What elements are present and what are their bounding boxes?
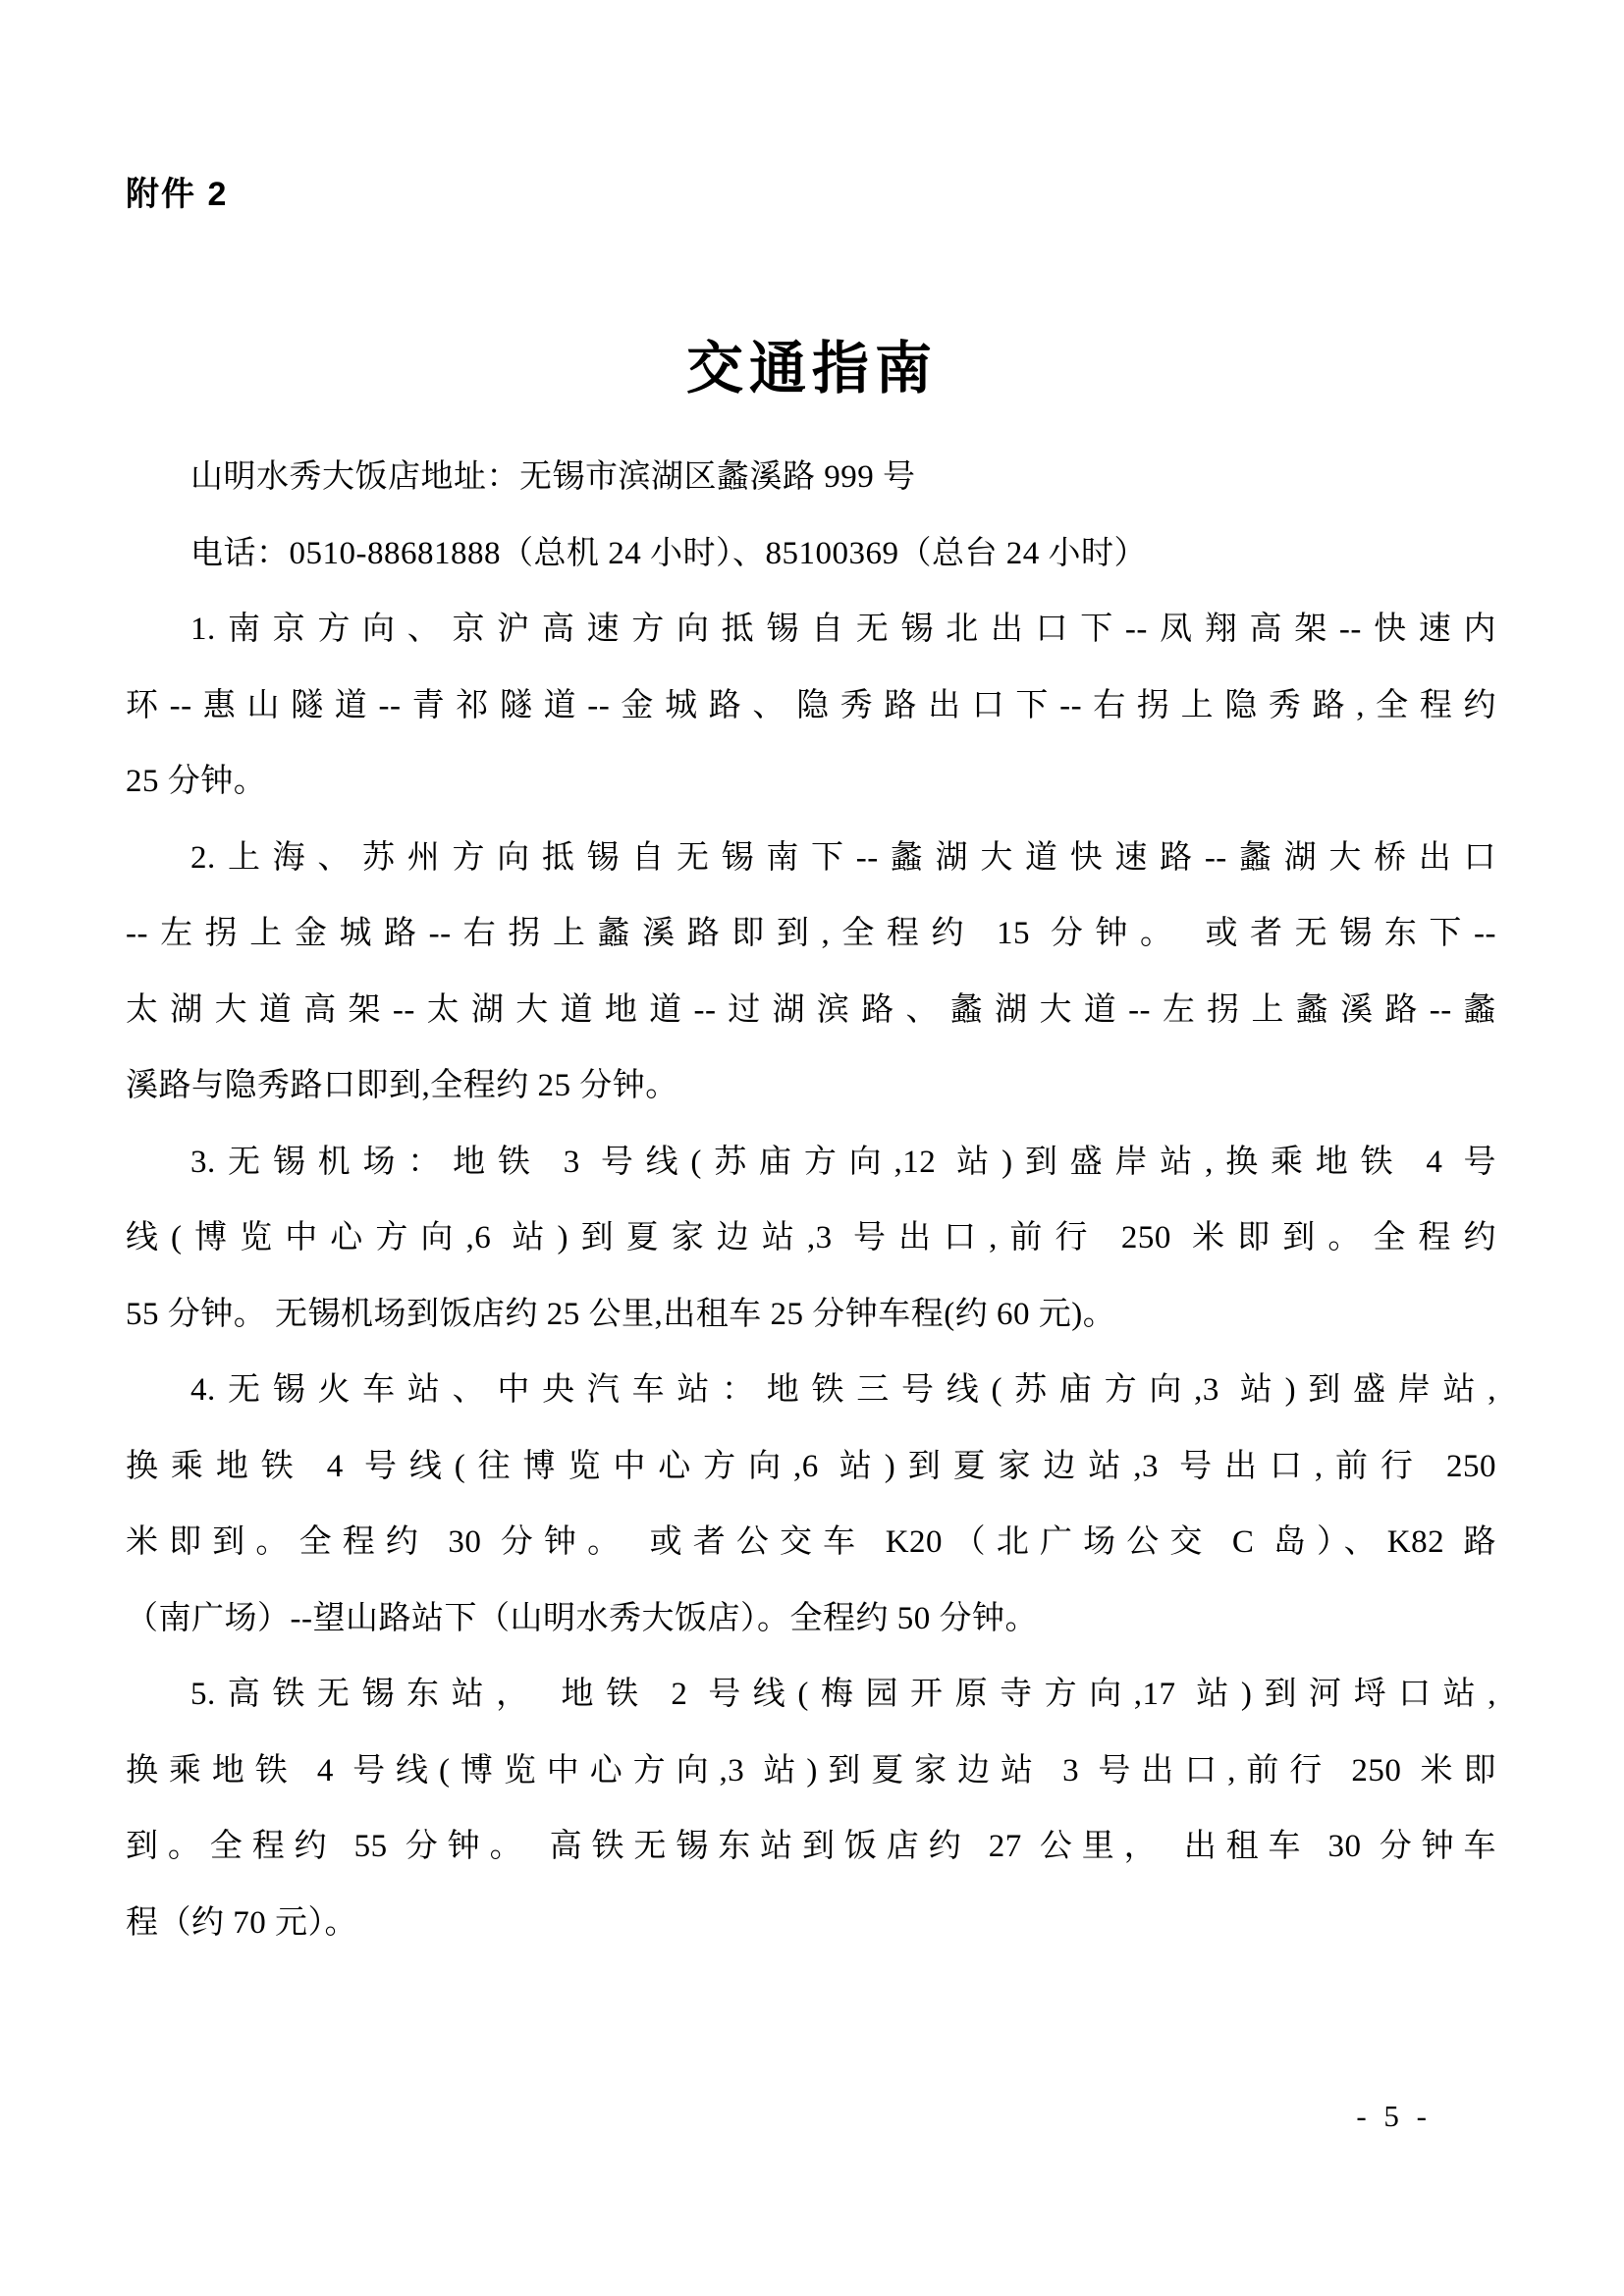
- page-number: - 5 -: [1356, 2099, 1432, 2133]
- document-body: [126, 440, 1496, 1961]
- body-line: 换乘地铁 4 号线(往博览中心方向,6 站)到夏家边站,3 号出口,前行 250: [126, 1448, 1496, 1484]
- body-line: --左拐上金城路--右拐上蠡溪路即到,全程约 15 分钟。 或者无锡东下--: [126, 916, 1496, 951]
- body-line: 1.南京方向、京沪高速方向抵锡自无锡北出口下--凤翔高架--快速内: [190, 612, 1496, 647]
- body-line: 线(博览中心方向,6 站)到夏家边站,3 号出口,前行 250 米即到。全程约: [126, 1220, 1496, 1255]
- body-line: 环--惠山隧道--青祁隧道--金城路、隐秀路出口下--右拐上隐秀路,全程约: [126, 687, 1496, 723]
- body-line: 5.高铁无锡东站， 地铁 2 号线(梅园开原寺方向,17 站)到河埒口站,: [190, 1677, 1496, 1712]
- body-line: 4.无锡火车站、中央汽车站：地铁三号线(苏庙方向,3 站)到盛岸站,: [190, 1372, 1496, 1408]
- body-line: 电话：0510-88681888（总机 24 小时）、85100369（总台 24 小时）: [190, 535, 1147, 571]
- body-line: （南广场）--望山路站下（山明水秀大饭店）。全程约 50 分钟。: [126, 1600, 1038, 1636]
- attachment-label: 附件 2: [126, 176, 229, 213]
- body-line: 太湖大道高架--太湖大道地道--过湖滨路、蠡湖大道--左拐上蠡溪路--蠡: [126, 991, 1496, 1028]
- body-line: 米即到。全程约 30 分钟。 或者公交车 K20（北广场公交 C 岛）、K82 路: [126, 1524, 1496, 1560]
- body-line: 55 分钟。 无锡机场到饭店约 25 公里,出租车 25 分钟车程(约 60 元)。: [126, 1296, 1116, 1332]
- document-title: 交通指南: [685, 337, 938, 400]
- body-line: 山明水秀大饭店地址：无锡市滨湖区蠡溪路 999 号: [190, 459, 916, 495]
- body-line: 到。全程约 55 分钟。 高铁无锡东站到饭店约 27 公里， 出租车 30 分钟车: [126, 1829, 1496, 1864]
- body-line: 溪路与隐秀路口即到,全程约 25 分钟。: [126, 1068, 678, 1103]
- body-line: 25 分钟。: [126, 764, 267, 799]
- body-line: 换乘地铁 4 号线(博览中心方向,3 站)到夏家边站 3 号出口,前行 250 米即: [126, 1752, 1496, 1789]
- body-line: 程（约 70 元）。: [126, 1904, 357, 1941]
- body-line: 3.无锡机场：地铁 3 号线(苏庙方向,12 站)到盛岸站,换乘地铁 4 号: [190, 1144, 1496, 1180]
- body-line: 2.上海、苏州方向抵锡自无锡南下--蠡湖大道快速路--蠡湖大桥出口: [190, 839, 1496, 876]
